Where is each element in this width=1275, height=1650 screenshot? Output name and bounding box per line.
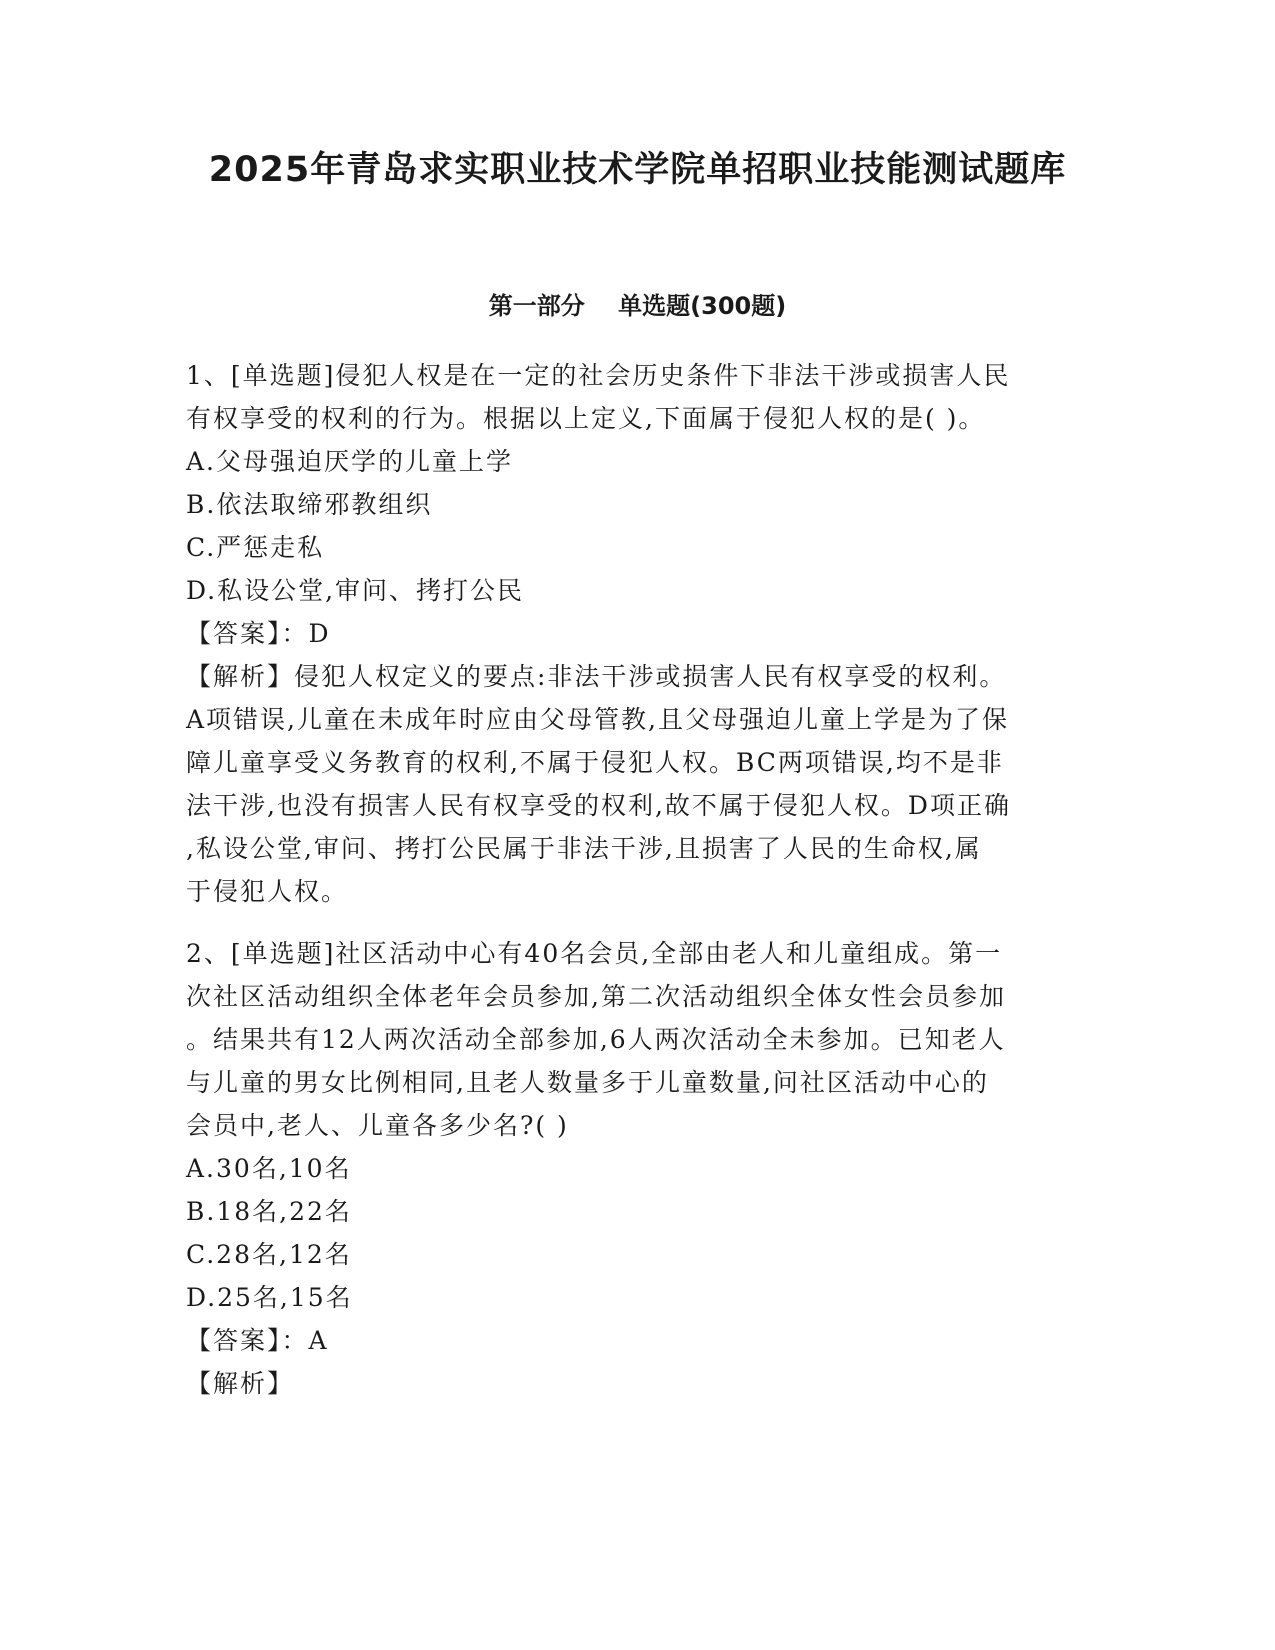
answer-line: 【答案】：A	[186, 1326, 329, 1355]
question-1	[186, 354, 1076, 913]
question-stem-line: 1、[单选题]侵犯人权是在一定的社会历史条件下非法干涉或损害人民	[186, 361, 1011, 390]
analysis-line: A项错误,儿童在未成年时应由父母管教,且父母强迫儿童上学是为了保	[186, 705, 1009, 734]
document-title: 2025年青岛求实职业技术学院单招职业技能测试题库	[208, 150, 1067, 190]
option-a: A.30名,10名	[186, 1154, 352, 1183]
question-stem-line: 会员中,老人、儿童各多少名?( )	[186, 1111, 569, 1140]
question-stem-line: 。结果共有12人两次活动全部参加,6人两次活动全未参加。已知老人	[186, 1025, 1006, 1054]
analysis-line: 于侵犯人权。	[186, 877, 349, 906]
analysis-line: ,私设公堂,审问、拷打公民属于非法干涉,且损害了人民的生命权,属	[186, 834, 982, 863]
question-stem-line: 与儿童的男女比例相同,且老人数量多于儿童数量,问社区活动中心的	[186, 1068, 989, 1097]
question-stem-line: 有权享受的权利的行为。根据以上定义,下面属于侵犯人权的是( )。	[186, 404, 986, 433]
answer-line: 【答案】：D	[186, 619, 331, 648]
question-stem-line: 次社区活动组织全体老年会员参加,第二次活动组织全体女性会员参加	[186, 982, 1006, 1011]
question-2	[186, 932, 1076, 1405]
option-a: A.父母强迫厌学的儿童上学	[186, 447, 514, 476]
option-b: B.依法取缔邪教组织	[186, 490, 433, 519]
option-c: C.严惩走私	[186, 533, 325, 562]
analysis-line: 障儿童享受义务教育的权利,不属于侵犯人权。BC两项错误,均不是非	[186, 748, 1004, 777]
option-d: D.25名,15名	[186, 1283, 353, 1312]
option-d: D.私设公堂,审问、拷打公民	[186, 576, 525, 605]
option-c: C.28名,12名	[186, 1240, 352, 1269]
analysis-line: 法干涉,也没有损害人民有权享受的权利,故不属于侵犯人权。D项正确	[186, 791, 1011, 820]
analysis-line: 【解析】侵犯人权定义的要点:非法干涉或损害人民有权享受的权利。	[186, 662, 1007, 691]
question-stem-line: 2、[单选题]社区活动中心有40名会员,全部由老人和儿童组成。第一	[186, 939, 1003, 968]
analysis-line: 【解析】	[186, 1369, 295, 1398]
section-title: 第一部分 单选题(300题)	[488, 292, 787, 320]
option-b: B.18名,22名	[186, 1197, 352, 1226]
